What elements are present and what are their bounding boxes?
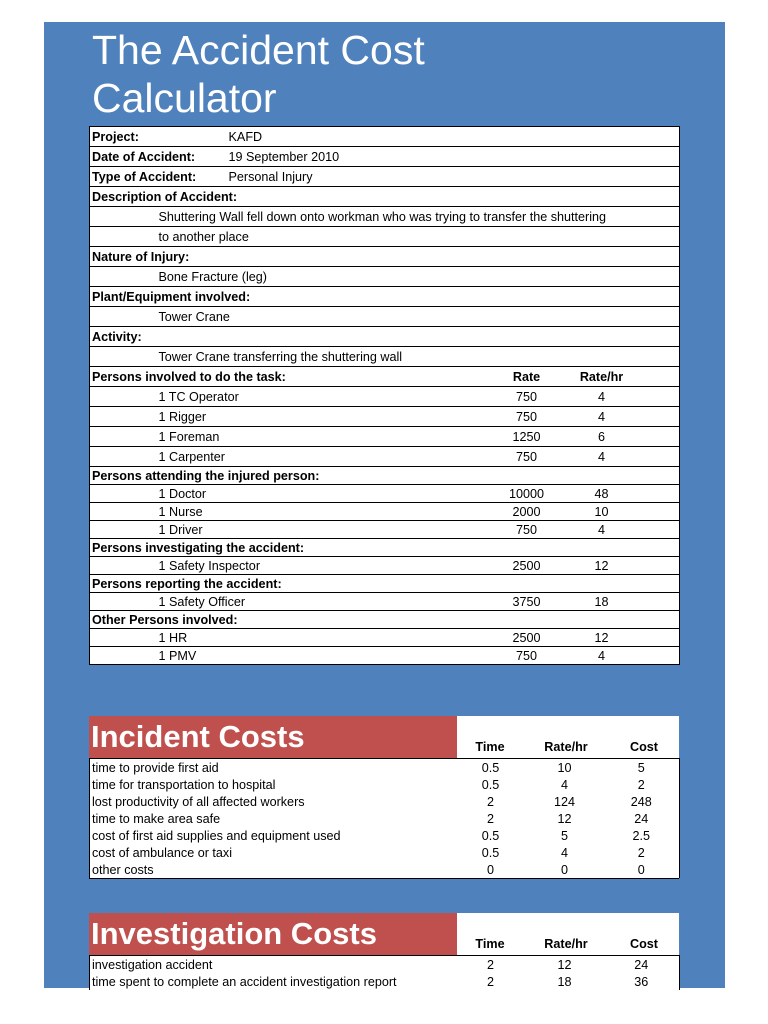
cost-item: lost productivity of all affected workers: [92, 794, 305, 809]
indent-cell: [90, 557, 157, 575]
investigation-costs-section: [89, 913, 679, 990]
table-row: [90, 793, 680, 810]
cost-rate-hr: 4: [560, 777, 568, 792]
investigating-label: Persons investigating the accident:: [92, 540, 305, 555]
description-label: Description of Accident:: [92, 189, 238, 204]
description-line-2: to another place: [158, 229, 249, 244]
indent-cell: [90, 629, 157, 647]
table-row: [90, 956, 680, 974]
cost-value: 248: [630, 794, 652, 809]
task-person-row: [90, 447, 680, 467]
activity-label: Activity:: [92, 329, 142, 344]
rate-hr-header: Rate/hr: [579, 369, 624, 384]
table-row: [90, 827, 680, 844]
plant-label-row: [90, 287, 680, 307]
attending-label: Persons attending the injured person:: [92, 468, 320, 483]
person-rate-hr: 4: [598, 389, 606, 404]
indent-cell: [90, 485, 157, 503]
other-person-row: [90, 647, 680, 665]
type-row: [90, 167, 680, 187]
cost-value: 0: [637, 862, 645, 877]
spacer-cell: [642, 521, 680, 539]
table-row: [90, 810, 680, 827]
task-label: Persons involved to do the task:: [92, 369, 286, 384]
person-name: 1 Nurse: [158, 504, 203, 519]
accident-info-table: [89, 126, 680, 665]
person-rate: 2500: [512, 630, 541, 645]
investigating-header-row: [90, 539, 680, 557]
activity-value: Tower Crane transferring the shuttering wall: [158, 349, 403, 364]
nature-value-row: [90, 267, 680, 287]
title-line-1: The Accident Cost: [92, 27, 425, 73]
cost-item: investigation accident: [92, 957, 213, 972]
other-person-row: [90, 629, 680, 647]
table-row: [90, 973, 680, 990]
investigation-time-header: Time: [475, 937, 505, 951]
person-rate: 1250: [512, 429, 541, 444]
attending-header-row: [90, 467, 680, 485]
cost-rate-hr: 5: [560, 828, 568, 843]
person-rate: 2000: [512, 504, 541, 519]
incident-costs-title: Incident Costs: [89, 716, 457, 758]
type-value: Personal Injury: [228, 169, 313, 184]
indent-cell: [90, 593, 157, 611]
person-name: 1 Rigger: [158, 409, 207, 424]
cost-value: 36: [634, 974, 649, 989]
nature-value: Bone Fracture (leg): [158, 269, 267, 284]
spacer-cell: [642, 387, 680, 407]
cost-item: other costs: [92, 862, 154, 877]
cost-time: 0.5: [481, 828, 500, 843]
person-rate-hr: 18: [594, 594, 609, 609]
project-row: [90, 127, 680, 147]
task-header-row: [90, 367, 680, 387]
spacer-cell: [642, 557, 680, 575]
person-rate-hr: 4: [598, 409, 606, 424]
person-rate: 750: [516, 449, 538, 464]
spacer-cell: [642, 629, 680, 647]
description-label-row: [90, 187, 680, 207]
incident-costs-section: [89, 716, 679, 879]
cost-rate-hr: 18: [557, 974, 572, 989]
page-title: [92, 26, 425, 122]
activity-label-row: [90, 327, 680, 347]
investigation-cost-header: Cost: [630, 937, 658, 951]
person-rate: 750: [516, 409, 538, 424]
type-label: Type of Accident:: [92, 169, 197, 184]
cost-time: 2: [486, 794, 494, 809]
person-rate: 750: [516, 389, 538, 404]
reporting-header-row: [90, 575, 680, 593]
table-row: [90, 759, 680, 777]
spacer-cell: [642, 447, 680, 467]
person-name: 1 TC Operator: [158, 389, 239, 404]
person-rate: 3750: [512, 594, 541, 609]
cost-rate-hr: 10: [557, 760, 572, 775]
person-rate: 750: [516, 648, 538, 663]
indent-cell: [90, 447, 157, 467]
nature-label: Nature of Injury:: [92, 249, 190, 264]
person-name: 1 PMV: [158, 648, 197, 663]
indent-cell: [90, 387, 157, 407]
person-rate-hr: 6: [598, 429, 606, 444]
description-line1-row: [90, 207, 680, 227]
person-rate-hr: 10: [594, 504, 609, 519]
reporting-person-row: [90, 593, 680, 611]
spacer-cell: [642, 647, 680, 665]
investigation-costs-table: [89, 955, 680, 990]
person-name: 1 Foreman: [158, 429, 220, 444]
investigation-costs-title: Investigation Costs: [89, 913, 457, 955]
person-rate-hr: 12: [594, 558, 609, 573]
activity-value-row: [90, 347, 680, 367]
task-person-row: [90, 407, 680, 427]
cost-time: 0: [486, 862, 494, 877]
spacer-cell: [642, 407, 680, 427]
cost-value: 2: [637, 777, 645, 792]
plant-label: Plant/Equipment involved:: [92, 289, 251, 304]
cost-item: time for transportation to hospital: [92, 777, 276, 792]
other-header-row: [90, 611, 680, 629]
cost-time: 2: [486, 811, 494, 826]
cost-value: 2.5: [632, 828, 650, 843]
person-name: 1 Carpenter: [158, 449, 226, 464]
investigation-ratehr-header: Rate/hr: [544, 937, 588, 951]
cost-rate-hr: 0: [560, 862, 568, 877]
person-rate: 750: [516, 522, 538, 537]
cost-time: 0.5: [481, 845, 500, 860]
indent-cell: [90, 407, 157, 427]
description-line-1: Shuttering Wall fell down onto workman who was trying to transfer the shuttering: [158, 209, 607, 224]
table-row: [90, 844, 680, 861]
person-rate: 10000: [509, 486, 545, 501]
cost-value: 2: [637, 845, 645, 860]
rate-header: Rate: [512, 369, 541, 384]
cost-rate-hr: 12: [557, 957, 572, 972]
cost-item: time to make area safe: [92, 811, 221, 826]
cost-rate-hr: 4: [560, 845, 568, 860]
cost-item: cost of ambulance or taxi: [92, 845, 233, 860]
person-name: 1 Safety Inspector: [158, 558, 261, 573]
table-row: [90, 861, 680, 878]
attending-person-row: [90, 521, 680, 539]
cost-value: 5: [637, 760, 645, 775]
cost-time: 0.5: [481, 760, 500, 775]
task-person-row: [90, 387, 680, 407]
indent-cell: [90, 521, 157, 539]
cost-item: time to provide first aid: [92, 760, 219, 775]
indent-cell: [90, 647, 157, 665]
incident-time-header: Time: [475, 740, 505, 754]
indent-cell: [90, 503, 157, 521]
cost-rate-hr: 124: [553, 794, 575, 809]
title-line-2: Calculator: [92, 75, 277, 121]
investigating-person-row: [90, 557, 680, 575]
person-rate-hr: 12: [594, 630, 609, 645]
person-name: 1 Driver: [158, 522, 203, 537]
person-name: 1 HR: [158, 630, 188, 645]
date-value: 19 September 2010: [228, 149, 340, 164]
person-rate-hr: 48: [594, 486, 609, 501]
date-label: Date of Accident:: [92, 149, 196, 164]
plant-value-row: [90, 307, 680, 327]
cost-rate-hr: 12: [557, 811, 572, 826]
person-name: 1 Doctor: [158, 486, 207, 501]
cost-time: 2: [486, 974, 494, 989]
incident-ratehr-header: Rate/hr: [544, 740, 588, 754]
project-value: KAFD: [228, 129, 263, 144]
cost-time: 0.5: [481, 777, 500, 792]
spacer-cell: [642, 485, 680, 503]
cost-value: 24: [634, 811, 649, 826]
person-rate: 2500: [512, 558, 541, 573]
project-label: Project:: [92, 129, 139, 144]
incident-cost-header: Cost: [630, 740, 658, 754]
indent-cell: [90, 427, 157, 447]
spacer-cell: [642, 593, 680, 611]
task-person-row: [90, 427, 680, 447]
person-rate-hr: 4: [598, 522, 606, 537]
person-name: 1 Safety Officer: [158, 594, 246, 609]
person-rate-hr: 4: [598, 648, 606, 663]
nature-label-row: [90, 247, 680, 267]
plant-value: Tower Crane: [158, 309, 230, 324]
attending-person-row: [90, 485, 680, 503]
incident-costs-table: [89, 758, 680, 878]
cost-time: 2: [486, 957, 494, 972]
other-label: Other Persons involved:: [92, 612, 238, 627]
reporting-label: Persons reporting the accident:: [92, 576, 282, 591]
spacer-cell: [642, 503, 680, 521]
spacer-cell: [642, 427, 680, 447]
cost-item: time spent to complete an accident investigation report: [92, 974, 397, 989]
description-line2-row: [90, 227, 680, 247]
cost-item: cost of first aid supplies and equipment used: [92, 828, 341, 843]
person-rate-hr: 4: [598, 449, 606, 464]
table-row: [90, 776, 680, 793]
attending-person-row: [90, 503, 680, 521]
cost-value: 24: [634, 957, 649, 972]
date-row: [90, 147, 680, 167]
